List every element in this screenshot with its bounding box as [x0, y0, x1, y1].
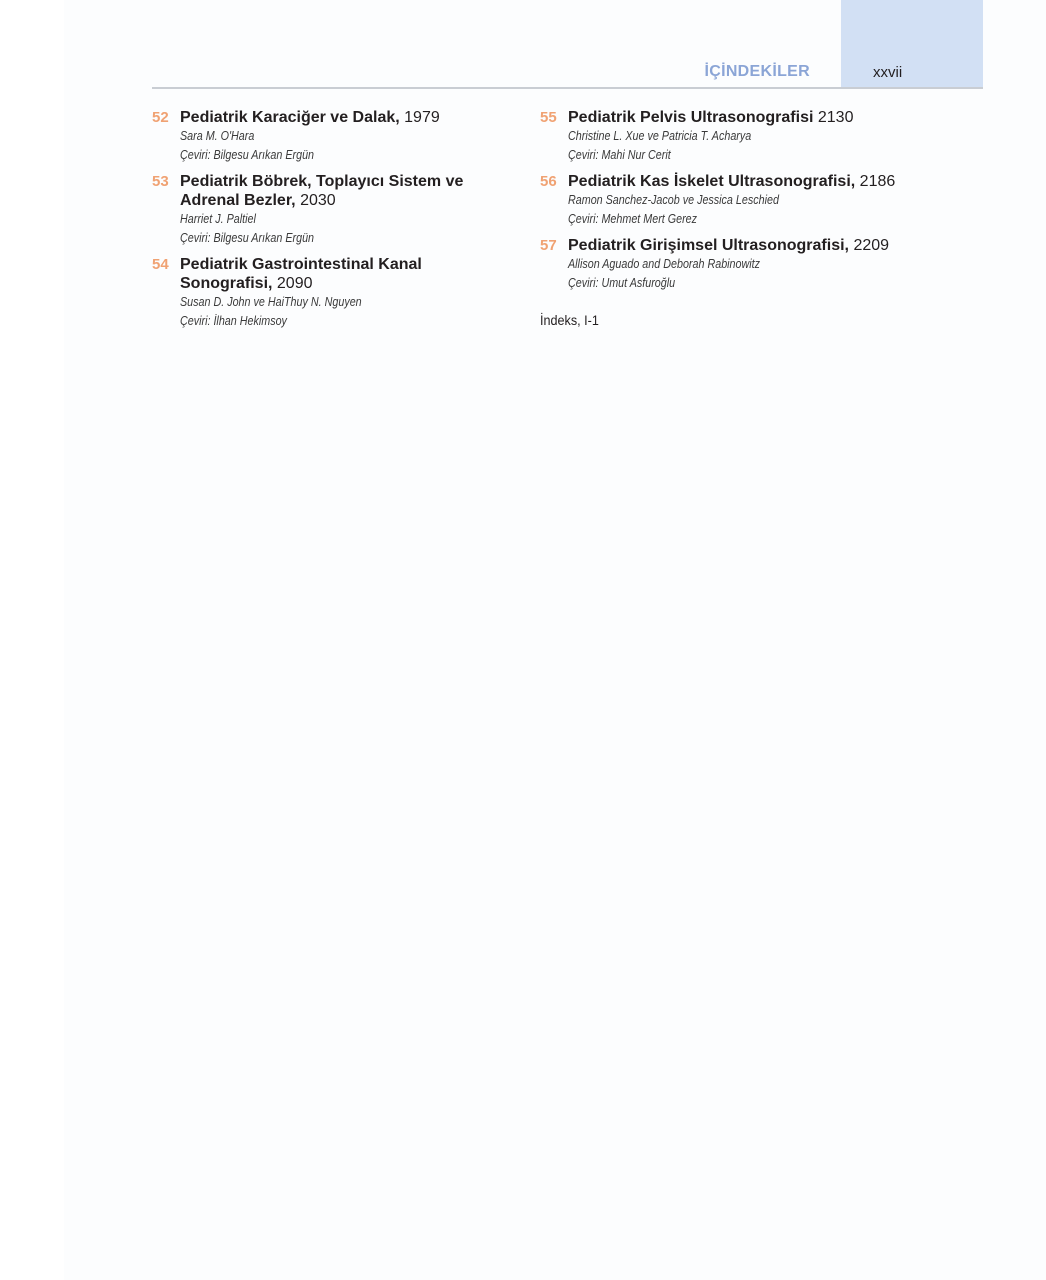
chapter-page: 2186: [859, 173, 896, 190]
chapter-title: Pediatrik Karaciğer ve Dalak, 1979: [180, 109, 440, 126]
chapter-translator: Çeviri: Mehmet Mert Gerez: [568, 212, 698, 226]
chapter-page: 2090: [276, 275, 313, 292]
chapter-title: Pediatrik Pelvis Ultrasonografisi 2130: [568, 109, 854, 126]
chapter-translator: Çeviri: İlhan Hekimsoy: [180, 314, 287, 328]
chapter-translator: Çeviri: Umut Asfuroğlu: [568, 276, 676, 290]
chapter-page: 2209: [853, 237, 890, 254]
toc-entry[interactable]: [540, 108, 940, 165]
chapter-number: 57: [540, 237, 557, 254]
chapter-number: 54: [152, 256, 169, 273]
chapter-title: Pediatrik Girişimsel Ultrasonografisi, 2209: [568, 237, 890, 254]
chapter-page: 2130: [817, 109, 854, 126]
chapter-title: Pediatrik Böbrek, Toplayıcı Sistem ve Adrenal Bezler, 2030: [180, 173, 464, 209]
chapter-page: 2030: [300, 192, 336, 209]
chapter-translator: Çeviri: Bilgesu Arıkan Ergün: [180, 231, 315, 245]
chapter-number: 56: [540, 173, 557, 190]
chapter-author: Ramon Sanchez-Jacob ve Jessica Leschied: [568, 193, 779, 207]
chapter-number: 53: [152, 173, 169, 190]
page-number: xxvii: [873, 64, 903, 81]
chapter-number: 55: [540, 109, 557, 126]
chapter-author: Allison Aguado and Deborah Rabinowitz: [568, 257, 761, 271]
toc-column-right: [540, 108, 940, 300]
header-rule: [152, 87, 983, 89]
chapter-translator: Çeviri: Bilgesu Arıkan Ergün: [180, 148, 315, 162]
chapter-number: 52: [152, 109, 169, 126]
chapter-author: Sara M. O'Hara: [180, 129, 255, 143]
toc-entry[interactable]: [540, 236, 940, 293]
chapter-title: Pediatrik Gastrointestinal Kanal Sonografisi, 2090: [180, 256, 422, 292]
chapter-title: Pediatrik Kas İskelet Ultrasonografisi, 2186: [568, 173, 896, 190]
header-tab: [841, 0, 983, 88]
section-title: İÇİNDEKİLER: [704, 63, 810, 80]
toc-entry[interactable]: [152, 172, 492, 248]
index-entry[interactable]: İndeks, I-1: [540, 312, 599, 328]
toc-entry[interactable]: [540, 172, 940, 229]
chapter-author: Harriet J. Paltiel: [180, 212, 256, 226]
chapter-translator: Çeviri: Mahi Nur Cerit: [568, 148, 671, 162]
chapter-page: 1979: [404, 109, 440, 126]
toc-entry[interactable]: [152, 255, 492, 331]
chapter-author: Christine L. Xue ve Patricia T. Acharya: [568, 129, 752, 143]
toc-entry[interactable]: [152, 108, 492, 165]
chapter-author: Susan D. John ve HaiThuy N. Nguyen: [180, 295, 362, 309]
toc-column-left: [152, 108, 492, 338]
